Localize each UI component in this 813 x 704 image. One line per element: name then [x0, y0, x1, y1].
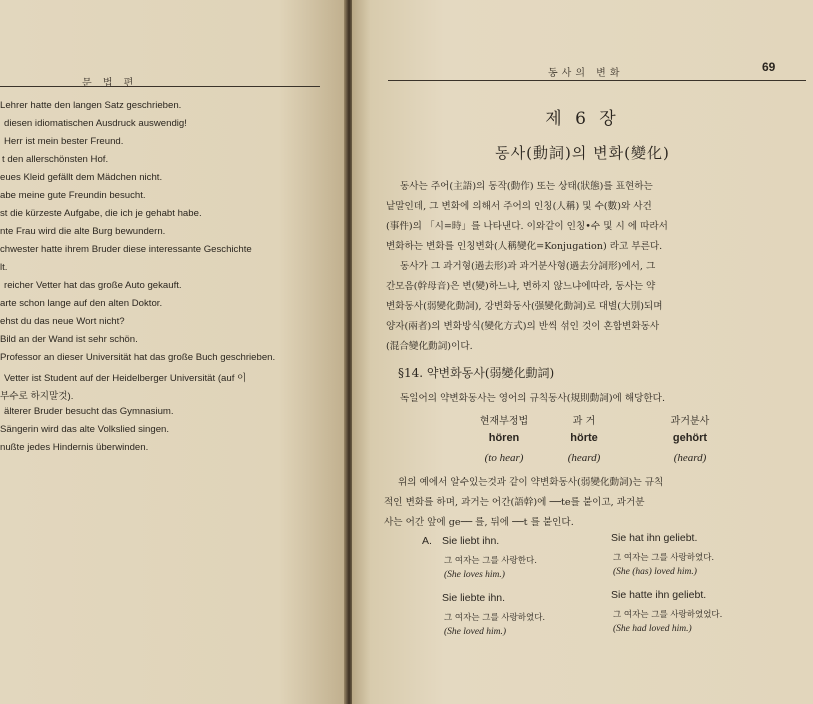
- exercise-line: Herr ist mein bester Freund.: [4, 136, 124, 147]
- table-english: (to hear): [484, 452, 524, 464]
- intro-line: 양자(兩者)의 변화방식(變化方式)의 반씩 섞인 것이 혼합변화동사: [386, 321, 660, 332]
- exercise-line: nte Frau wird die alte Burg bewundern.: [0, 226, 166, 237]
- exercise-line: diesen idiomatischen Ausdruck auswendig!: [4, 118, 187, 129]
- example-korean: 그 여자는 그를 사랑하였었다.: [613, 610, 723, 620]
- chapter-title: 제 6 장: [545, 109, 620, 129]
- table-german: hörte: [570, 432, 598, 444]
- right-header: 동사의 변화: [548, 68, 624, 79]
- table-header: 과거분사: [670, 416, 710, 427]
- exercise-line: eues Kleid gefällt dem Mädchen nicht.: [0, 172, 163, 183]
- example-korean: 그 여자는 그를 사랑하였다.: [613, 553, 715, 563]
- exercise-line: Professor an dieser Universität hat das große Buch geschrieben.: [0, 352, 276, 363]
- example-german: Sie liebt ihn.: [442, 535, 500, 547]
- intro-line: 간모음(幹母音)은 변(變)하느냐, 변하지 않느냐에따라, 동사는 약: [386, 281, 656, 292]
- example-german: Sie hatte ihn geliebt.: [611, 589, 707, 601]
- explain-line: 위의 예에서 알수있는것과 같이 약변화동사(弱變化動詞)는 규칙: [398, 477, 664, 488]
- intro-line: 변화하는 변화를 인칭변화(人稱變化=Konjugation) 라고 부른다.: [386, 241, 663, 252]
- exercise-line: reicher Vetter hat das große Auto gekauft.: [4, 280, 182, 291]
- example-german: Sie hat ihn geliebt.: [611, 532, 698, 544]
- exercise-line: abe meine gute Freundin besucht.: [0, 190, 146, 201]
- exercise-line: älterer Bruder besucht das Gymnasium.: [4, 406, 174, 417]
- intro-line: 낱말인데, 그 변화에 의해서 주어의 인칭(人稱) 및 수(數)와 사건: [386, 201, 652, 212]
- exercise-line: t den allerschönsten Hof.: [2, 154, 109, 165]
- explain-line: 사는 어간 앞에 ge── 를, 뒤에 ──t 를 붙인다.: [384, 517, 574, 528]
- left-page: [0, 0, 348, 704]
- table-german: gehört: [672, 432, 708, 444]
- table-header: 현재부정법: [479, 416, 529, 427]
- page-number: 69: [762, 60, 776, 74]
- section-title: §14. 약변화동사(弱變化動詞): [398, 366, 555, 380]
- exercise-line: nußte jedes Hindernis überwinden.: [0, 442, 149, 453]
- intro-line: 동사가 그 과거형(過去形)과 과거분사형(過去分詞形)에서, 그: [400, 261, 656, 272]
- example-english: (She loves him.): [444, 570, 505, 580]
- example-label: A.: [422, 535, 432, 547]
- section-intro: 독일어의 약변화동사는 영어의 규칙동사(規則動詞)에 해당한다.: [400, 393, 665, 404]
- chapter-subtitle: 동사(動詞)의 변화(變化): [495, 144, 670, 162]
- left-header-rule: [0, 86, 320, 87]
- right-header-rule: [388, 80, 806, 81]
- example-korean: 그 여자는 그를 사랑하였다.: [444, 613, 546, 623]
- exercise-line: Sängerin wird das alte Volkslied singen.: [0, 424, 170, 435]
- table-english: (heard): [673, 452, 707, 464]
- table-german: hören: [488, 432, 520, 444]
- table-header: 과 거: [572, 416, 596, 427]
- intro-line: (混合變化動詞)이다.: [386, 341, 473, 352]
- exercise-line: Vetter ist Student auf der Heidelberger Universität (auf 이: [4, 373, 247, 384]
- example-korean: 그 여자는 그를 사랑한다.: [444, 556, 537, 566]
- example-english: (She loved him.): [444, 627, 506, 637]
- intro-line: (事件)의 「시=時」를 나타낸다. 이와같이 인칭•수 및 시 에 따라서: [386, 221, 668, 232]
- exercise-line: Bild an der Wand ist sehr schön.: [0, 334, 138, 345]
- left-header: 문 법 편: [82, 78, 138, 89]
- exercise-line: ehst du das neue Wort nicht?: [0, 316, 125, 327]
- explain-line: 적인 변화를 하며, 과거는 어간(語幹)에 ──te를 붙이고, 과거분: [384, 497, 645, 508]
- exercise-line: lt.: [0, 262, 8, 273]
- example-english: (She (has) loved him.): [613, 567, 697, 577]
- example-german: Sie liebte ihn.: [442, 592, 506, 604]
- exercise-line: st die kürzeste Aufgabe, die ich je gehabt habe.: [0, 208, 202, 219]
- exercise-line: arte schon lange auf den alten Doktor.: [0, 298, 163, 309]
- exercise-line: 부수로 하지말것).: [0, 391, 74, 402]
- example-english: (She had loved him.): [613, 624, 692, 634]
- exercise-line: Lehrer hatte den langen Satz geschrieben.: [0, 100, 182, 111]
- intro-line: 변화동사(弱變化動詞), 강변화동사(强變化動詞)로 대별(大別)되며: [386, 301, 663, 312]
- table-english: (heard): [567, 452, 601, 464]
- exercise-line: chwester hatte ihrem Bruder diese interessante Geschichte: [0, 244, 252, 255]
- intro-line: 동사는 주어(主語)의 동작(動作) 또는 상태(狀態)를 표현하는: [400, 181, 653, 192]
